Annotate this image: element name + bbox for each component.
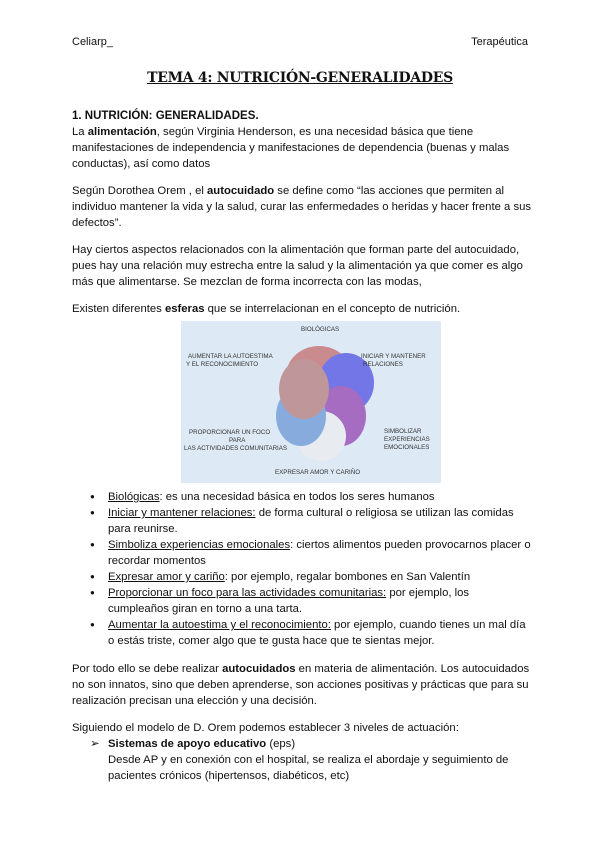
label-emocionales-2: EXPERIENCIAS <box>384 436 430 443</box>
header-subject: Terapéutica <box>471 36 528 48</box>
text: que se interrelacionan en el concepto de nutrición. <box>204 303 461 315</box>
sphere-autoestima <box>279 359 329 419</box>
bold-term: alimentación <box>87 126 157 138</box>
bold-term: esferas <box>164 303 205 315</box>
label-biologicas: BIOLÓGICAS <box>301 326 340 333</box>
level-abbr: (eps) <box>266 738 296 750</box>
text: en materia de alimentación. Los autocuidados no son innatos, sino que deben aprenderse, son acciones positivas y prácticas que para su realización precisan una elección y una decisión. <box>72 663 530 707</box>
paragraph-alimentacion <box>72 124 532 172</box>
label-comunitarias-3: LAS ACTIVIDADES COMUNITARIAS <box>184 445 288 452</box>
text: Por todo ello se debe realizar <box>72 663 223 675</box>
list-item <box>108 505 532 537</box>
level-text: Desde AP y en conexión con el hospital, se realiza el abordaje y seguimiento de pacientes crónicos (hipertensos, diabéticos, etc) <box>108 754 509 782</box>
list-term: Proporcionar un foco para las actividades comunitarias: <box>108 587 387 599</box>
list-text: de forma cultural o religiosa se utilizan las comidas para reunirse. <box>108 507 514 535</box>
list-text: por ejemplo, los cumpleaños giran en torno a una tarta. <box>108 587 470 615</box>
list-term: Iniciar y mantener relaciones: <box>108 507 256 519</box>
level-title: Sistemas de apoyo educativo <box>108 738 267 750</box>
label-comunitarias-1: PROPORCIONAR UN FOCO <box>189 429 271 436</box>
list-item <box>108 617 532 649</box>
label-emocionales-1: SIMBOLIZAR <box>384 428 422 435</box>
bold-term: autocuidado <box>207 185 275 197</box>
paragraph-esferas <box>72 301 532 317</box>
label-emocionales-3: EMOCIONALES <box>384 444 430 451</box>
paragraph-niveles: Siguiendo el modelo de D. Orem podemos establecer 3 niveles de actuación: <box>72 722 459 734</box>
list-text: por ejemplo, cuando tienes un mal día o estás triste, comer algo que te gusta hace que te sientas mejor. <box>108 619 526 647</box>
level-item <box>72 736 532 784</box>
text: La <box>72 126 88 138</box>
list-item <box>108 585 532 617</box>
text: se define como “las acciones que permiten al individuo mantener la vida y la salud, curar las enfermedades o heridas y hacer frente a sus defectos”. <box>72 185 532 229</box>
list-text: : es una necesidad básica en todos los seres humanos <box>159 491 435 503</box>
list-term: Expresar amor y cariño <box>108 571 225 583</box>
label-autoestima-2: Y EL RECONOCIMIENTO <box>186 361 259 368</box>
paragraph-autocuidados <box>72 661 532 709</box>
list-text: : ciertos alimentos pueden provocarnos placer o recordar momentos <box>108 539 531 567</box>
list-item <box>108 489 532 505</box>
text: Existen diferentes <box>72 303 165 315</box>
text: , según Virginia Henderson, es una necesidad básica que tiene manifestaciones de independencia y manifestaciones de dependencia (buenas y malas conductas), así como datos <box>72 126 510 170</box>
spheres-list <box>72 489 532 649</box>
paragraph-aspectos: Hay ciertos aspectos relacionados con la alimentación que forman parte del autocuidado, pues hay una relación muy estrecha entre la salud y la alimentación ya que comer es algo más que alimentarse. Se mezclan de forma incorrecta con las modas, <box>72 244 523 288</box>
header-author: Celiarp_ <box>72 36 113 48</box>
label-autoestima-1: AUMENTAR LA AUTOESTIMA <box>188 353 273 360</box>
page-title: TEMA 4: NUTRICIÓN-GENERALIDADES <box>147 70 453 86</box>
arrow-bullet-icon: ➢ <box>90 738 100 750</box>
spheres-list-block <box>72 489 532 784</box>
label-comunitarias-2: PARA <box>229 437 246 444</box>
section-heading: 1. NUTRICIÓN: GENERALIDADES. <box>72 110 259 122</box>
label-relaciones-1: INICIAR Y MANTENER <box>361 353 426 360</box>
bold-term: autocuidados <box>222 663 296 675</box>
section-intro <box>72 108 532 328</box>
list-item <box>108 569 532 585</box>
list-text: : por ejemplo, regalar bombones en San Valentín <box>224 571 471 583</box>
spheres-diagram <box>181 321 441 483</box>
list-term: Aumentar la autoestima y el reconocimiento: <box>108 619 331 631</box>
text: Según Dorothea Orem , el <box>72 185 208 197</box>
label-relaciones-2: RELACIONES <box>363 361 403 368</box>
label-amor: EXPRESAR AMOR Y CARIÑO <box>275 469 361 476</box>
paragraph-autocuidado <box>72 183 532 231</box>
list-term: Simboliza experiencias emocionales <box>108 539 291 551</box>
list-item <box>108 537 532 569</box>
list-term: Biológicas <box>108 491 160 503</box>
